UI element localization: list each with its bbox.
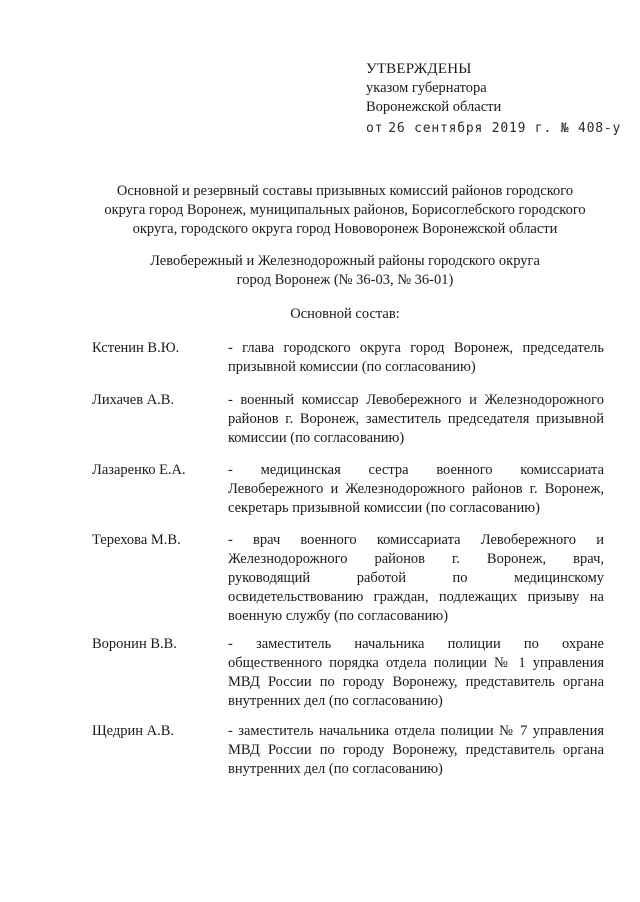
approval-date: [366, 119, 622, 138]
member-role: [228, 722, 604, 779]
role-line: районов г. Воронеж, заместитель председателя призывной: [228, 411, 604, 427]
role-line: военную службу (по согласованию): [228, 608, 449, 624]
role-line: - глава городского округа город Воронеж, председатель: [228, 340, 604, 356]
approval-stamp: [366, 60, 622, 138]
role-line: Железнодорожного районов г. Воронеж, врач,: [228, 551, 604, 567]
role-line: - медицинская сестра военного комиссариата: [228, 462, 604, 478]
member-name: Лазаренко Е.А.: [92, 462, 186, 478]
title-line: Основной и резервный составы призывных комиссий районов городского: [116, 183, 574, 199]
role-line: комиссии (по согласованию): [228, 430, 405, 446]
approval-date-value: 26 сентября 2019 г. № 408-у: [388, 121, 622, 136]
member-name: Кстенин В.Ю.: [92, 340, 180, 356]
approval-region: Воронежской области: [366, 99, 502, 115]
role-line: - заместитель начальника полиции по охране: [228, 636, 604, 652]
title-line: округа город Воронеж, муниципальных районов, Борисоглебского городского: [104, 202, 586, 218]
approval-date-prefix: от: [366, 121, 384, 136]
district-line: город Воронеж (№ 36-03, № 36-01): [236, 272, 454, 288]
role-line: МВД России по городу Воронежу, представитель органа: [228, 674, 604, 690]
role-line: Левобережного и Железнодорожного районов г. Воронеж,: [228, 481, 604, 497]
role-line: - заместитель начальника отдела полиции № 7 управления: [228, 723, 604, 739]
approval-issuer: указом губернатора: [366, 80, 487, 96]
document-title: [70, 182, 620, 239]
title-line: округа, городского округа город Нововоронеж Воронежской области: [132, 221, 558, 237]
approval-title: УТВЕРЖДЕНЫ: [366, 61, 472, 77]
member-role: [228, 531, 604, 626]
member-role: [228, 461, 604, 518]
role-line: призывной комиссии (по согласованию): [228, 359, 476, 375]
role-line: освидетельствованию граждан, подлежащих призыву на: [228, 589, 604, 605]
role-line: - военный комиссар Левобережного и Железнодорожного: [228, 392, 604, 408]
role-line: секретарь призывной комиссии (по согласованию): [228, 500, 540, 516]
member-role: [228, 339, 604, 377]
district-line: Левобережный и Железнодорожный районы городского округа: [150, 253, 540, 269]
member-role: [228, 635, 604, 711]
role-line: руководящий работой по медицинскому: [228, 570, 604, 586]
role-line: внутренних дел (по согласованию): [228, 761, 443, 777]
role-line: общественного порядка отдела полиции № 1 управления: [228, 655, 604, 671]
role-line: - врач военного комиссариата Левобережного и: [228, 532, 604, 548]
member-name: Лихачев А.В.: [92, 392, 175, 408]
member-role: [228, 391, 604, 448]
composition-label: Основной состав:: [290, 306, 400, 322]
role-line: МВД России по городу Воронежу, представитель органа: [228, 742, 604, 758]
member-name: Щедрин А.В.: [92, 723, 175, 739]
member-name: Терехова М.В.: [92, 532, 181, 548]
district-heading: [70, 252, 620, 290]
role-line: внутренних дел (по согласованию): [228, 693, 443, 709]
member-name: Воронин В.В.: [92, 636, 177, 652]
